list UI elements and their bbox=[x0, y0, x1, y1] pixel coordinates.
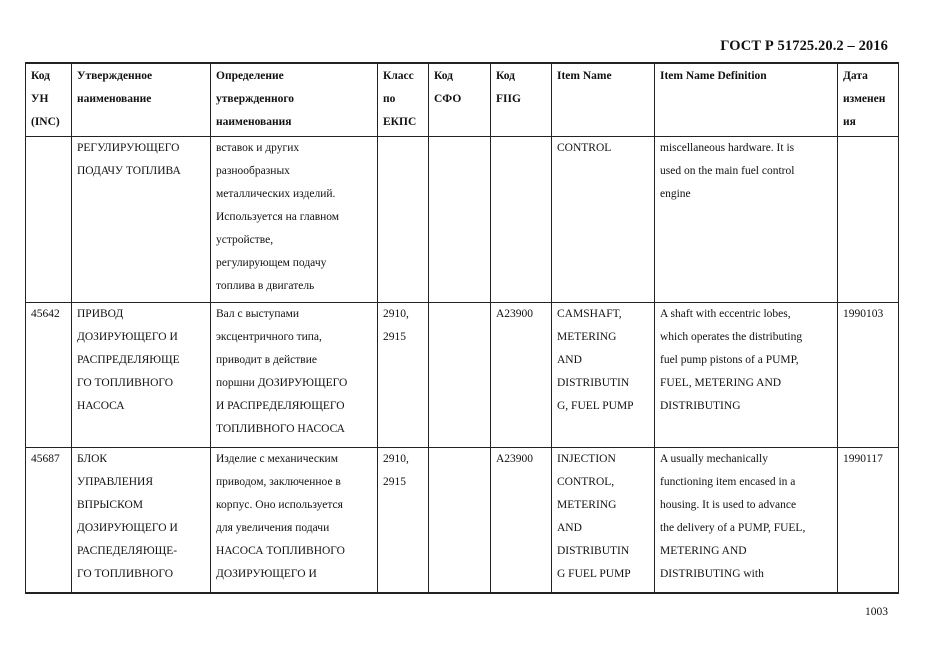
cell-item-def bbox=[655, 448, 838, 594]
header-line: по bbox=[383, 93, 396, 105]
cell-def-ru bbox=[211, 448, 378, 594]
cell-line: DISTRIBUTIN bbox=[557, 377, 630, 389]
cell-ekps bbox=[378, 137, 429, 303]
cell-line: 45642 bbox=[31, 308, 60, 320]
header-line: Код bbox=[31, 70, 51, 82]
cell-line: A usually mechanically bbox=[660, 453, 768, 465]
cell-line: CAMSHAFT, bbox=[557, 308, 622, 320]
page-number: 1003 bbox=[865, 606, 888, 618]
header-line: ЕКПС bbox=[383, 116, 417, 128]
header-line: Дата bbox=[843, 70, 868, 82]
cell-line: FUEL, METERING AND bbox=[660, 377, 782, 389]
cell-line: used on the main fuel control bbox=[660, 165, 795, 177]
cell-item-name bbox=[552, 448, 655, 594]
cell-line: 2915 bbox=[383, 476, 406, 488]
cell-fiig bbox=[491, 303, 552, 448]
cell-line: ГО ТОПЛИВНОГО bbox=[77, 377, 174, 389]
header-line: наименования bbox=[216, 116, 292, 128]
cell-line: НАСОСА ТОПЛИВНОГО bbox=[216, 545, 345, 557]
cell-line: регулирующем подачу bbox=[216, 257, 327, 269]
cell-name-ru bbox=[72, 303, 211, 448]
cell-item-name bbox=[552, 303, 655, 448]
table-row bbox=[26, 448, 899, 594]
cell-inc bbox=[26, 303, 72, 448]
cell-line: METERING bbox=[557, 331, 617, 343]
cell-date bbox=[838, 137, 899, 303]
cell-line: DISTRIBUTIN bbox=[557, 545, 630, 557]
header-line: (INC) bbox=[31, 116, 60, 128]
header-line: утвержденного bbox=[216, 93, 295, 105]
cell-date bbox=[838, 303, 899, 448]
cell-line: the delivery of a PUMP, FUEL, bbox=[660, 522, 806, 534]
cell-line: приводит в действие bbox=[216, 354, 317, 366]
cell-line: ПРИВОД bbox=[77, 308, 124, 320]
cell-line: устройстве, bbox=[216, 234, 274, 246]
cell-line: 2915 bbox=[383, 331, 406, 343]
cell-name-ru bbox=[72, 448, 211, 594]
cell-line: Вал с выступами bbox=[216, 308, 300, 320]
cell-line: CONTROL, bbox=[557, 476, 615, 488]
cell-date bbox=[838, 448, 899, 594]
cell-line: УПРАВЛЕНИЯ bbox=[77, 476, 154, 488]
cell-line: fuel pump pistons of a PUMP, bbox=[660, 354, 799, 366]
header-line: Утвержденное bbox=[77, 70, 153, 82]
cell-line: A23900 bbox=[496, 308, 534, 320]
cell-line: INJECTION bbox=[557, 453, 616, 465]
cell-line: РАСПРЕДЕЛЯЮЩЕ bbox=[77, 354, 180, 366]
table-header-row bbox=[26, 63, 899, 137]
cell-line: 2910, bbox=[383, 308, 409, 320]
cell-line: ВПРЫСКОМ bbox=[77, 499, 143, 511]
cell-line: DISTRIBUTING bbox=[660, 400, 741, 412]
cell-line: разнообразных bbox=[216, 165, 290, 177]
header-line: изменен bbox=[843, 93, 886, 105]
cell-ekps bbox=[378, 448, 429, 594]
cell-line: A23900 bbox=[496, 453, 534, 465]
header-line: Определение bbox=[216, 70, 284, 82]
cell-line: Изделие с механическим bbox=[216, 453, 338, 465]
header-line: Класс bbox=[383, 70, 414, 82]
document-code: ГОСТ Р 51725.20.2 – 2016 bbox=[720, 38, 888, 54]
cell-line: AND bbox=[557, 522, 582, 534]
cell-line: эксцентричного типа, bbox=[216, 331, 322, 343]
cell-item-name bbox=[552, 137, 655, 303]
cell-line: G FUEL PUMP bbox=[557, 568, 631, 580]
cell-line: G, FUEL PUMP bbox=[557, 400, 634, 412]
cell-ekps bbox=[378, 303, 429, 448]
header-line: Код bbox=[496, 70, 516, 82]
cell-line: 2910, bbox=[383, 453, 409, 465]
cell-line: РЕГУЛИРУЮЩЕГО bbox=[77, 142, 180, 154]
header-line: Item Name Definition bbox=[660, 70, 767, 82]
cell-line: металлических изделий. bbox=[216, 188, 336, 200]
cell-line: A shaft with eccentric lobes, bbox=[660, 308, 791, 320]
column-header-sfo bbox=[429, 63, 491, 137]
cell-line: engine bbox=[660, 188, 691, 200]
column-header-ekps bbox=[378, 63, 429, 137]
cell-line: 1990103 bbox=[843, 308, 884, 320]
cell-line: корпус. Оно используется bbox=[216, 499, 343, 511]
column-header-name-ru bbox=[72, 63, 211, 137]
cell-line: METERING bbox=[557, 499, 617, 511]
cell-line: METERING AND bbox=[660, 545, 747, 557]
cell-line: БЛОК bbox=[77, 453, 108, 465]
cell-def-ru bbox=[211, 137, 378, 303]
table-row bbox=[26, 137, 899, 303]
column-header-def-ru bbox=[211, 63, 378, 137]
header-line: Код bbox=[434, 70, 454, 82]
header-line: УН bbox=[31, 93, 49, 105]
cell-line: miscellaneous hardware. It is bbox=[660, 142, 795, 154]
cell-line: DISTRIBUTING with bbox=[660, 568, 764, 580]
cell-line: 45687 bbox=[31, 453, 60, 465]
column-header-date bbox=[838, 63, 899, 137]
cell-line: ДОЗИРУЮЩЕГО И bbox=[77, 331, 178, 343]
cell-line: which operates the distributing bbox=[660, 331, 803, 343]
cell-line: НАСОСА bbox=[77, 400, 125, 412]
cell-line: functioning item encased in a bbox=[660, 476, 796, 488]
cell-line: вставок и других bbox=[216, 142, 300, 154]
cell-line: ДОЗИРУЮЩЕГО И bbox=[216, 568, 317, 580]
cell-line: ГО ТОПЛИВНОГО bbox=[77, 568, 174, 580]
cell-inc bbox=[26, 137, 72, 303]
column-header-item-def bbox=[655, 63, 838, 137]
cell-line: ТОПЛИВНОГО НАСОСА bbox=[216, 423, 345, 435]
cell-name-ru bbox=[72, 137, 211, 303]
header-line: наименование bbox=[77, 93, 152, 105]
header-line: Item Name bbox=[557, 70, 612, 82]
cell-item-def bbox=[655, 303, 838, 448]
column-header-item-name bbox=[552, 63, 655, 137]
cell-line: И РАСПРЕДЕЛЯЮЩЕГО bbox=[216, 400, 345, 412]
cell-sfo bbox=[429, 303, 491, 448]
cell-line: приводом, заключенное в bbox=[216, 476, 341, 488]
cell-line: 1990117 bbox=[843, 453, 883, 465]
cell-line: CONTROL bbox=[557, 142, 612, 154]
cell-def-ru bbox=[211, 303, 378, 448]
cell-line: поршни ДОЗИРУЮЩЕГО bbox=[216, 377, 348, 389]
cell-line: РАСПЕДЕЛЯЮЩЕ- bbox=[77, 545, 178, 557]
catalog-table bbox=[25, 62, 899, 594]
table-row bbox=[26, 303, 899, 448]
column-header-fiig bbox=[491, 63, 552, 137]
column-header-inc bbox=[26, 63, 72, 137]
cell-line: Используется на главном bbox=[216, 211, 340, 223]
cell-line: ПОДАЧУ ТОПЛИВА bbox=[77, 165, 181, 177]
cell-line: для увеличения подачи bbox=[216, 522, 330, 534]
header-line: СФО bbox=[434, 93, 462, 105]
cell-item-def bbox=[655, 137, 838, 303]
cell-line: AND bbox=[557, 354, 582, 366]
cell-line: топлива в двигатель bbox=[216, 280, 315, 292]
cell-fiig bbox=[491, 448, 552, 594]
cell-line: ДОЗИРУЮЩЕГО И bbox=[77, 522, 178, 534]
cell-fiig bbox=[491, 137, 552, 303]
cell-sfo bbox=[429, 448, 491, 594]
cell-inc bbox=[26, 448, 72, 594]
cell-line: housing. It is used to advance bbox=[660, 499, 797, 511]
header-line: FIIG bbox=[496, 93, 521, 105]
header-line: ия bbox=[843, 116, 856, 128]
cell-sfo bbox=[429, 137, 491, 303]
